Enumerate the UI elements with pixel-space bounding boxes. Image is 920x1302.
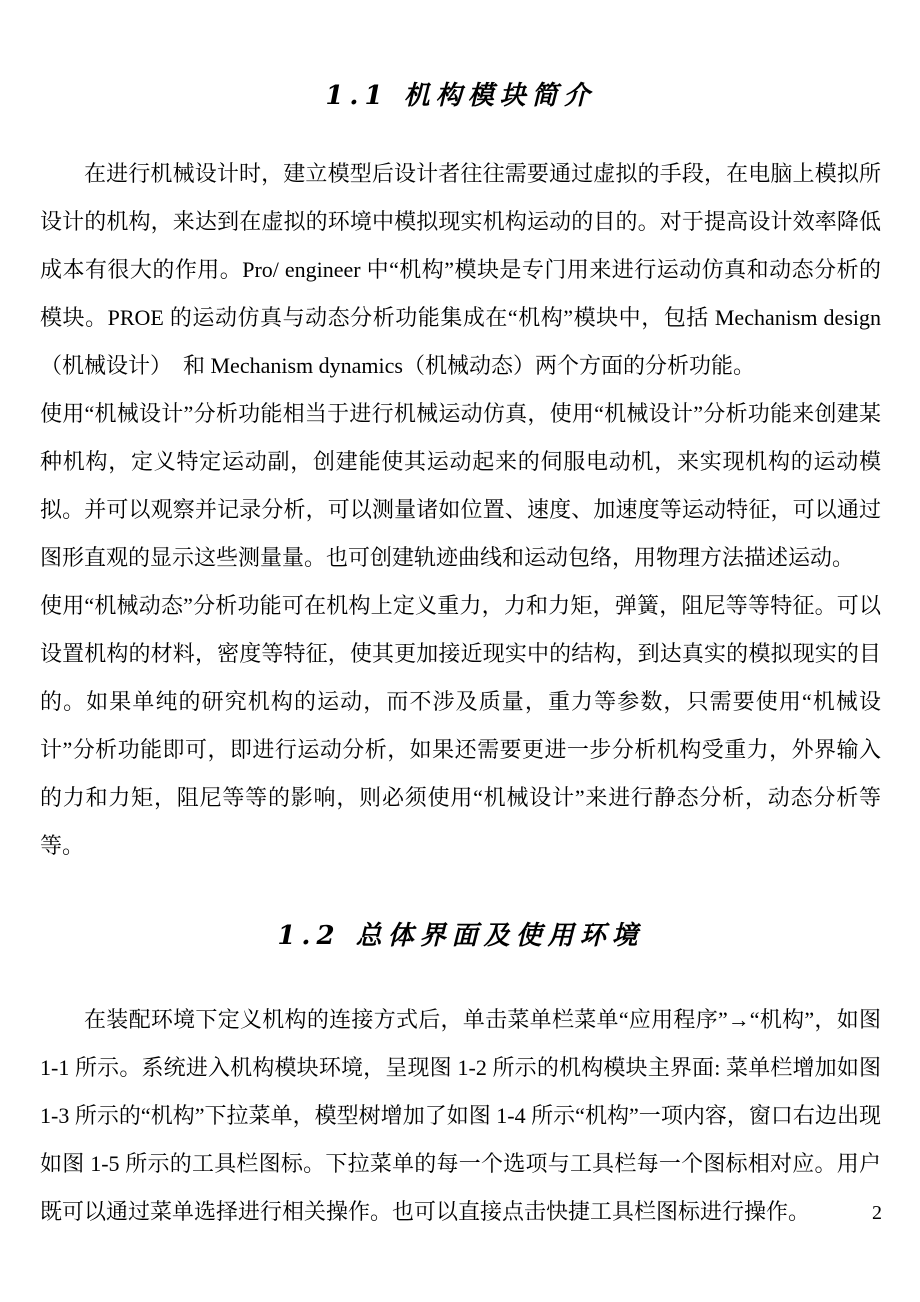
paragraph-interface-environment: 在装配环境下定义机构的连接方式后，单击菜单栏菜单“应用程序”→“机构”，如图 1-1 所示。系统进入机构模块环境，呈现图 1-2 所示的机构模块主界面: 菜单栏增加如图 1-3 所示的“机构”下拉菜单，模型树增加了如图 1-4 所示“机构”一项内容，窗口右边出现如图 1-5 所示的工具栏图标。下拉菜单的每一个选项与工具栏每一个图标相对应。用户既可以通过菜单选择进行相关操作。也可以直接点击快捷工具栏图标进行操作。 — [40, 1007, 881, 1224]
page-number: 2 — [872, 1202, 882, 1224]
paragraph-mechanism-dynamics: 使用“机械动态”分析功能可在机构上定义重力，力和力矩，弹簧，阻尼等等特征。可以设置机构的材料，密度等特征，使其更加接近现实中的结构，到达真实的模拟现实的目的。如果单纯的研究机构的运动，而不涉及质量，重力等参数，只需要使用“机械设计”分析功能即可，即进行运动分析，如果还需要更进一步分析机构受重力，外界输入的力和力矩，阻尼等等的影响，则必须使用“机械设计”来进行静态分析，动态分析等等。 — [40, 593, 881, 858]
paragraph-mechanism-design: 使用“机械设计”分析功能相当于进行机械运动仿真，使用“机械设计”分析功能来创建某种机构，定义特定运动副，创建能使其运动起来的伺服电动机，来实现机构的运动模拟。并可以观察并记录分析，可以测量诸如位置、速度、加速度等运动特征，可以通过图形直观的显示这些测量量。也可创建轨迹曲线和运动包络，用物理方法描述运动。 — [40, 401, 881, 570]
section-heading-1-1: 1.1 机构模块简介 — [325, 81, 596, 111]
section-heading-1-2: 1.2 总体界面及使用环境 — [277, 921, 644, 951]
paragraph-intro-1: 在进行机械设计时，建立模型后设计者往往需要通过虚拟的手段，在电脑上模拟所设计的机构，来达到在虚拟的环境中模拟现实机构运动的目的。对于提高设计效率降低成本有很大的作用。Pro/ engineer 中“机构”模块是专门用来进行运动仿真和动态分析的模块。PROE 的运动仿真与动态分析功能集成在“机构”模块中，包括 Mechanism design（机械设计） 和 Mechanism dynamics（机械动态）两个方面的分析功能。 — [40, 161, 881, 378]
